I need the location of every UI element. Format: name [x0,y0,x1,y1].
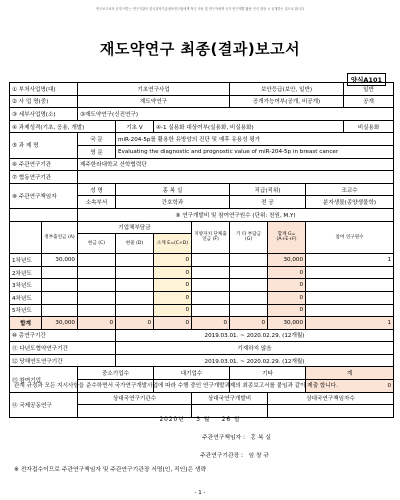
year-subtotal: 0 [154,304,192,317]
year-local [192,279,230,292]
coop-inst-label: ⑦ 협동연구기관 [10,171,78,184]
lead-inst-label: ⑥ 주관연구기관 [10,158,78,171]
budget-people-head: 참여 연구원수 [306,221,394,254]
report-form-table [9,82,394,418]
year-people [306,304,394,317]
page-number: - 1 - [194,490,206,496]
budget-cash-head: 현금 (C) [78,234,116,254]
sum-label: 합계 [10,317,42,330]
budget-year-row [10,279,394,292]
pi-major-value: 분자생물(종양생물학) [306,196,394,209]
current-period-value: 2019.03.01. ~ 2020.02.29. (12개월) [116,354,394,367]
row-program [10,95,394,108]
intl-label: ⑭ 국제공동연구 [10,392,78,417]
pi-dept-label: 소속부서 [78,196,116,209]
program-label: ② 사 업 명(중) [10,95,78,108]
sum-local: 0 [192,317,230,330]
budget-other-head: 기 타 부담금 (G) [230,221,268,254]
dept-value: 기초연구사업 [78,83,230,96]
total-period-label: ⑩ 총연구기간 [10,329,116,342]
row-pi-name [10,183,394,196]
row-budget-head1 [10,221,394,234]
year-total: 30,000 [268,254,306,267]
year-inkind [116,254,154,267]
year-people [306,266,394,279]
year-gov: 30,000 [42,254,78,267]
partner-inst-label: 상대국연구기관수 [78,392,192,405]
row-participants-head [10,367,394,380]
document-title: 재도약연구 최종(결과)보고서 [99,40,301,58]
row-total-period [10,329,394,342]
budget-subtotal-head: 소계 E=(C+D) [154,234,192,254]
year-total: 0 [268,291,306,304]
character-value [116,120,154,133]
coop-inst-value [78,171,394,184]
row-intl-head [10,392,394,405]
year-gov [42,279,78,292]
row-detail-program [10,108,394,121]
year-cash [78,279,116,292]
security-label: 보안등급(보안, 일반) [230,83,344,96]
participants-label: ⑬ 참여기업 [10,367,78,392]
pi-name-label: 성 명 [78,183,116,196]
budget-section-label [10,208,78,221]
row-multi-period [10,342,394,355]
program-value: 재도약연구 [78,95,230,108]
year-local [192,304,230,317]
year-subtotal: 0 [154,266,192,279]
row-lead-institution [10,158,394,171]
pi-name-value: 홍 복 실 [116,183,230,196]
year-other [230,291,268,304]
year-total: 0 [268,304,306,317]
consent-statement: 관계 규정과 모든 지시사항을 준수하면서 국가연구개발사업에 따라 수행 중인 연구개발과제의 최종보고서를 붙임과 같이 제출 합니다. [14,383,338,389]
project-kor-value: miR-204-5p를 활용한 유방암의 진단 및 예후 유용성 평가 [116,133,394,146]
sum-total: 30,000 [268,317,306,330]
project-eng-label: 영 문 [78,145,116,158]
budget-year-row [10,254,394,267]
character-label: ④ 과제성격(기초, 응용, 개발) [10,120,116,133]
year-people [306,279,394,292]
pi-dept-value: 간호학과 [116,196,230,209]
year-other [230,266,268,279]
year-cash [78,254,116,267]
year-gov [42,304,78,317]
current-period-label: ⑫ 당해연도연구기간 [10,354,116,367]
pi-position-label: 직급(직위) [230,183,306,196]
check-mark-icon: V [138,124,143,131]
dept-label: ① 부처사업명(대) [10,83,78,96]
row-current-period [10,354,394,367]
sum-inkind: 0 [116,317,154,330]
header-notice: 연구보고서의 공개 여부는 연구기관이 한국과학기술정보연구원에게 적극 이용 및 연구자에게 국가 연구개발 활용 인식 대상 시 공개하는 것으로 합니다 [95,7,305,11]
year-subtotal: 0 [154,254,192,267]
year-inkind [116,291,154,304]
participants-total-value: 0 [306,380,394,393]
project-eng-value: Evaluating the diagnostic and prognostic value of miR-204-5p in breast cancer [116,145,394,158]
other-label: 기타 [230,367,306,380]
year-local [192,291,230,304]
year-local [192,266,230,279]
row-character [10,120,394,133]
row-department [10,83,394,96]
row-budget-title [10,208,394,221]
lead-inst-value: 제주한라대학교 산학협력단 [78,158,394,171]
year-other [230,254,268,267]
year-inkind [116,266,154,279]
multi-period-value: 기재하지 않음 [116,342,394,355]
year-subtotal: 0 [154,279,192,292]
year-subtotal: 0 [154,291,192,304]
sum-cash: 0 [78,317,116,330]
year-label: 5차년도 [10,304,42,317]
year-other [230,279,268,292]
pi-position-value: 조교수 [306,183,394,196]
detail-label: ③ 세부사업명(소) [10,108,78,121]
partner-pi-label: 상대국연구책임자수 [268,392,394,405]
sme-label: 중소기업수 [78,367,154,380]
year-cash [78,266,116,279]
security-value: 일반 [344,83,394,96]
submission-date [0,414,400,423]
form-id-badge: 양식A101 [347,73,386,86]
sum-people: 1 [306,317,394,330]
inst-signature-name: 임 창 규 [248,453,270,459]
practical-label: ④-1 실용화 대상여부(실용화, 비실용화) [154,120,344,133]
pi-signature-name: 홍 복 실 [250,435,272,441]
year-label: 2차년도 [10,266,42,279]
project-kor-label: 국 문 [78,133,116,146]
date-day: 26 일 [221,417,241,423]
pi-signature-label: 주관연구책임자 : [202,435,245,441]
sum-other: 0 [230,317,268,330]
year-gov [42,266,78,279]
row-coop-institution [10,171,394,184]
budget-sum-row [10,317,394,330]
year-total: 0 [268,266,306,279]
year-local [192,254,230,267]
budget-corp-head: 기업체부담금 [78,221,192,234]
year-people [306,291,394,304]
pi-label: ⑧ 주관연구책임자 [10,183,78,208]
participants-total-label: 계 [306,367,394,380]
pi-signature [202,432,271,441]
budget-year-head [10,221,42,254]
row-project-kor [10,133,394,146]
practical-value: 비실용화 [344,120,394,133]
year-label: 3차년도 [10,279,42,292]
budget-total-head: 합계 G=(A+E+F) [268,221,306,254]
inst-signature [200,450,269,459]
budget-year-row [10,291,394,304]
year-inkind [116,279,154,292]
detail-value: ③재도약연구(신진연구) [78,108,394,121]
large-label: 대기업수 [154,367,230,380]
year-cash [78,304,116,317]
multi-period-label: ⑪ 다년도협약연구기간 [10,342,116,355]
total-period-value: 2019.03.01. ~ 2020.02.29. (12개월) [116,329,394,342]
character-text: 기초 [126,124,138,131]
pi-major-label: 전 공 [230,196,306,209]
electronic-submission-note: ※ 전자접수이므로 주관연구책임자 및 주관연구기관장 서명(인, 직인)은 생략 [14,467,207,473]
year-inkind [116,304,154,317]
date-year: 2020년 [159,417,185,423]
date-month: 3 월 [196,417,211,423]
partner-country-label: 상대국연구개발비 [192,392,268,405]
budget-title: ⑨ 연구개발비 및 참여연구원수 (단위: 천원, M.Y) [78,208,394,221]
year-label: 1차년도 [10,254,42,267]
disclosure-label: 공개가능여부(공개, 비공개) [230,95,344,108]
year-other [230,304,268,317]
inst-signature-label: 주관연구기관장 : [200,453,243,459]
disclosure-value: 공개 [344,95,394,108]
budget-gov-head: 정부출연금 (A) [42,221,78,254]
year-total: 0 [268,279,306,292]
budget-year-row [10,266,394,279]
sum-gov: 30,000 [42,317,78,330]
budget-local-head: 지방자치 단체출연금 (F) [192,221,230,254]
budget-inkind-head: 현물 (D) [116,234,154,254]
project-label: ⑤ 과 제 명 [10,133,78,158]
year-people: 1 [306,254,394,267]
year-label: 4차년도 [10,291,42,304]
year-gov [42,291,78,304]
sum-subtotal: 0 [154,317,192,330]
year-cash [78,291,116,304]
budget-year-row [10,304,394,317]
